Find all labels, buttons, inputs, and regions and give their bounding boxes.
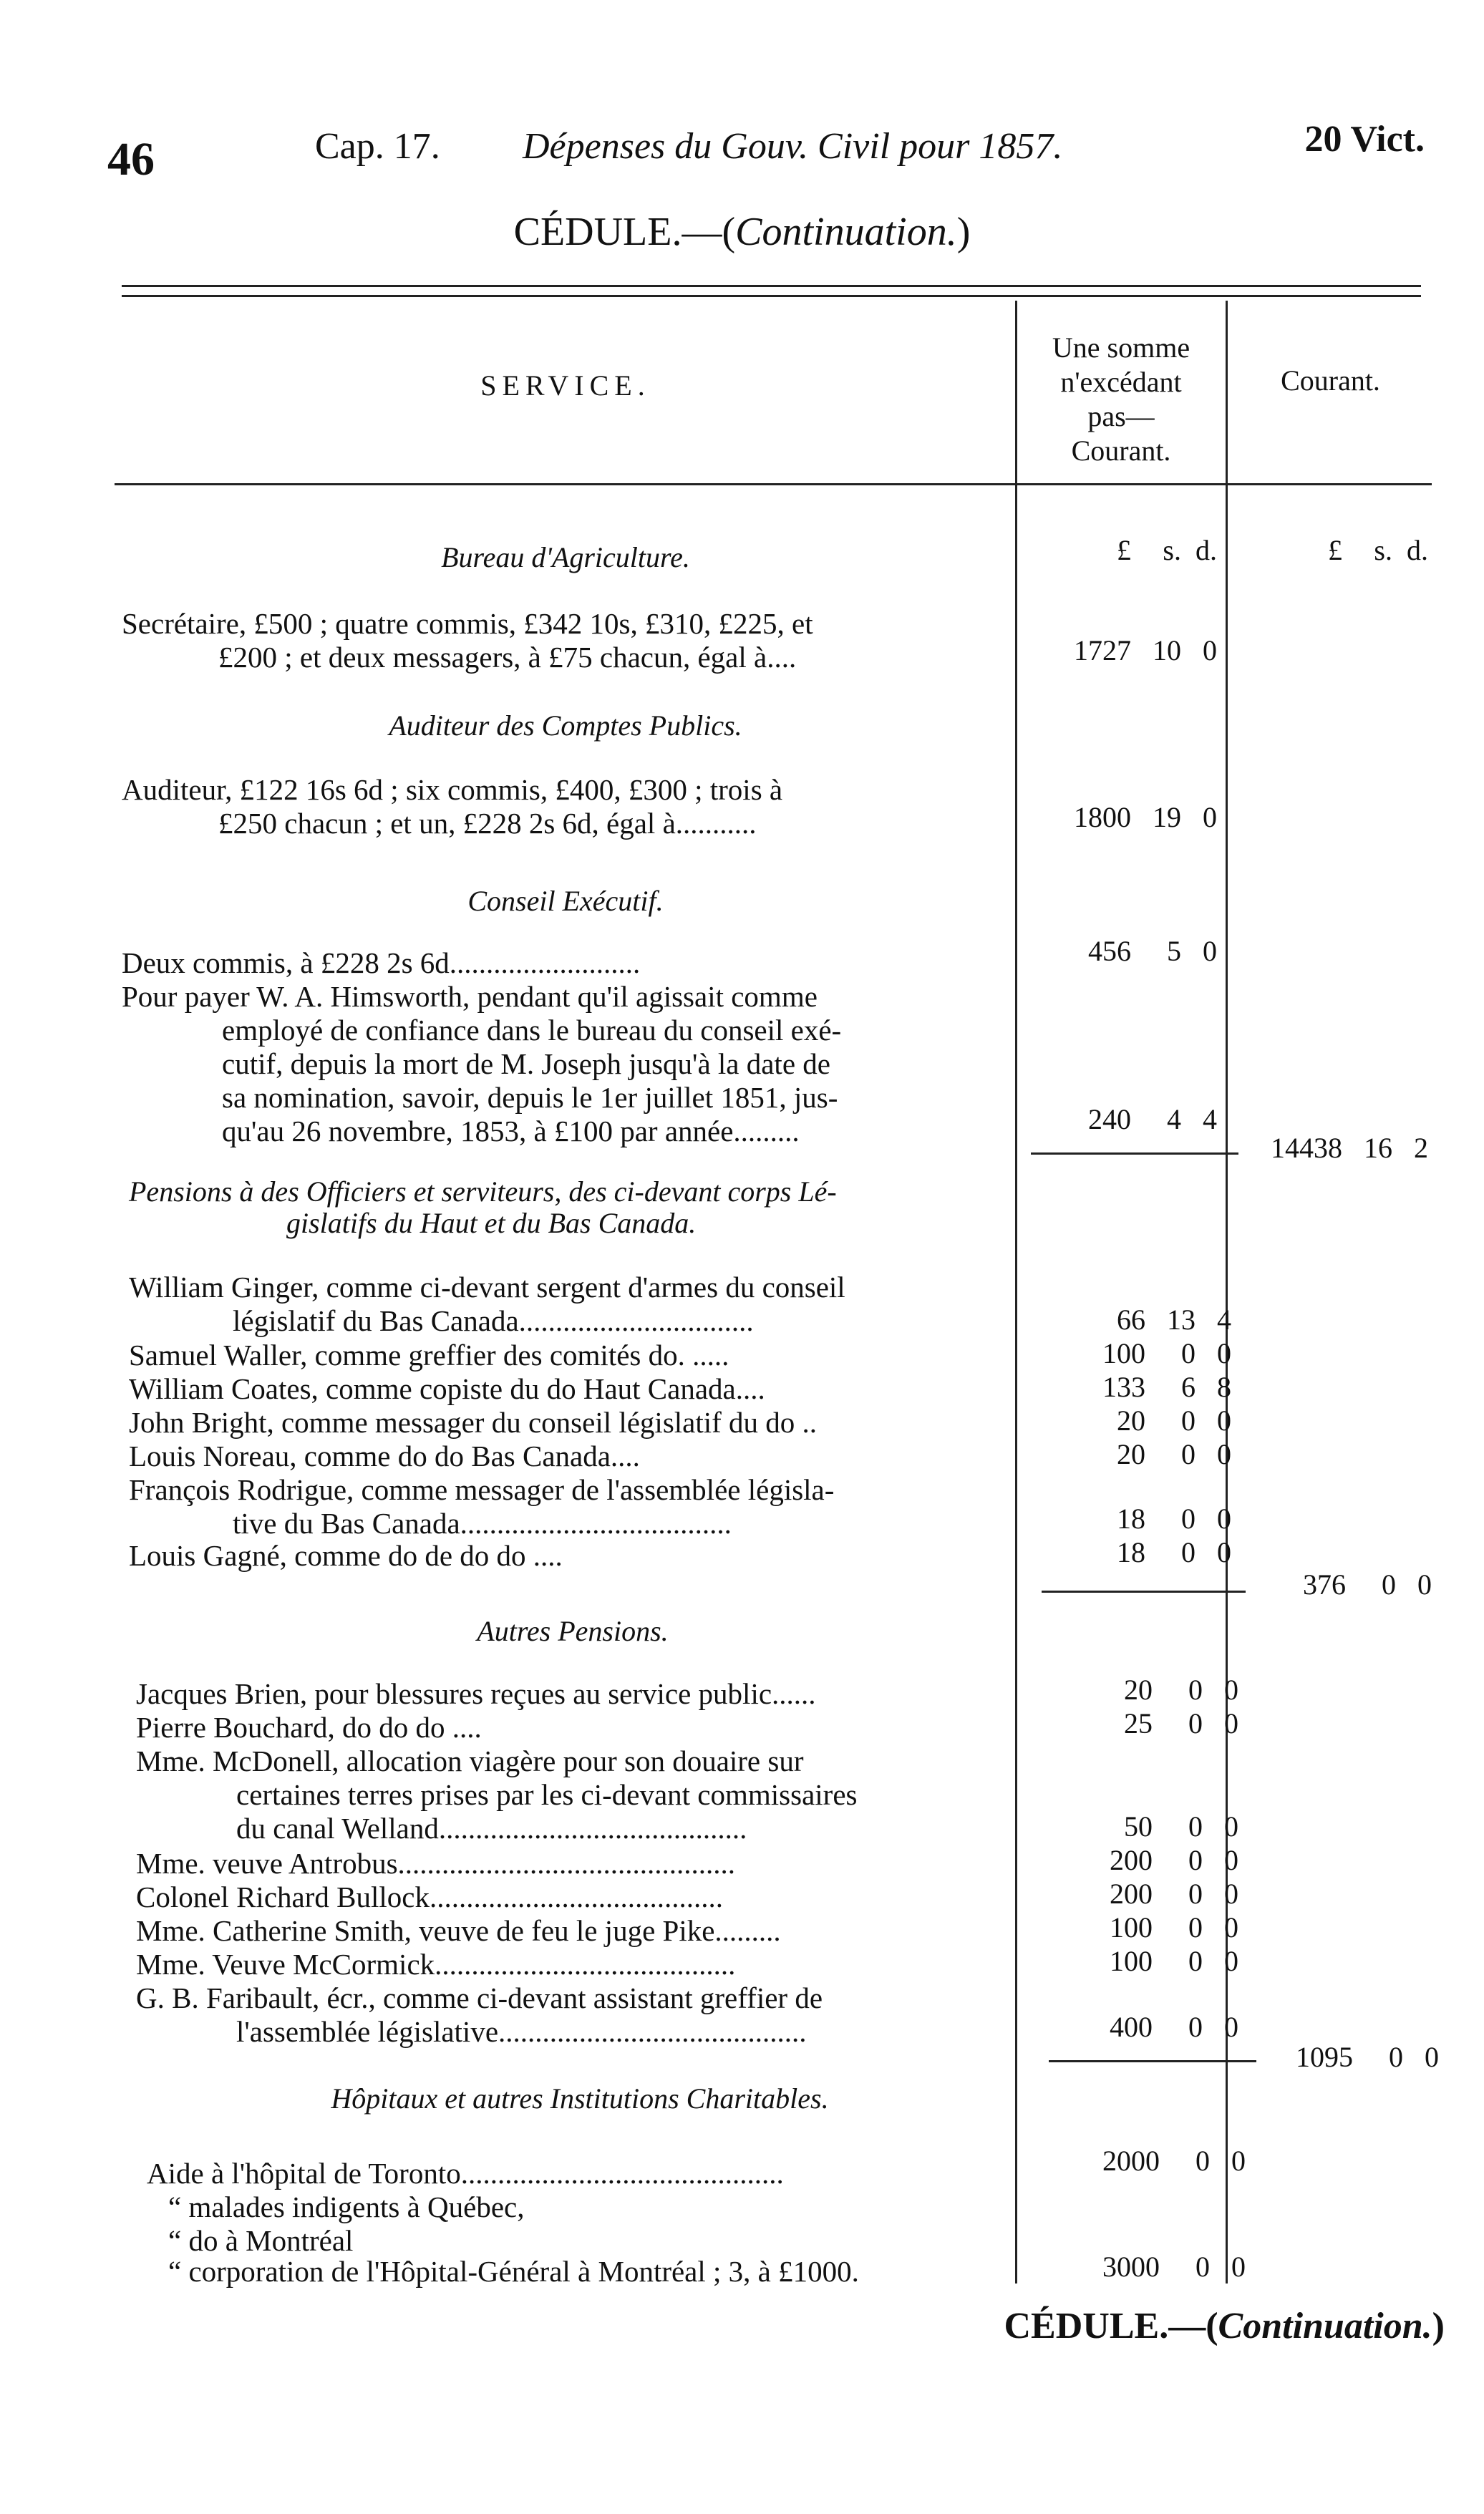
header-bottom-rule	[115, 483, 1432, 485]
top-rule-1	[122, 285, 1421, 287]
entry-mcdonell: Mme. McDonell, allocation viagère pour son douaire sur certaines terres prises par les ci-devant commissaires du canal Welland..........................................	[136, 1744, 858, 1845]
entry-bullock: Colonel Richard Bullock........................................	[136, 1880, 723, 1913]
entry-indigents: “ malades indigents à Québec,	[168, 2190, 525, 2223]
entry-rodrigue: François Rodrigue, comme messager de l'assemblée législa- tive du Bas Canada.....................................	[129, 1473, 835, 1540]
section-auditor: Auditeur des Comptes Publics.	[389, 709, 742, 742]
header-title: Dépenses du Gouv. Civil pour 1857.	[523, 126, 1063, 167]
entry-auditeur: Auditeur, £122 16s 6d ; six commis, £400, £300 ; trois à £250 chacun ; et un, £228 2s 6d, égal à...........	[122, 773, 783, 840]
entry-brien: Jacques Brien, pour blessures reçues au service public......	[136, 1677, 816, 1710]
section-pensions: Pensions à des Officiers et serviteurs, des ci-devant corps Lé- gislatifs du Haut et du Bas Canada.	[129, 1175, 837, 1239]
entry-waller: Samuel Waller, comme greffier des comités do. .....	[129, 1339, 729, 1372]
section-other-pensions: Autres Pensions.	[477, 1615, 669, 1647]
regnal-year: 20 Vict.	[1304, 119, 1425, 160]
subtotal-rule-1	[1031, 1152, 1238, 1155]
catchline: CÉDULE.—(Continuation.)	[1004, 2306, 1445, 2346]
section-hospitals: Hôpitaux et autres Institutions Charitables.	[331, 2082, 829, 2115]
chapter-label: Cap. 17.	[315, 126, 440, 167]
entry-antrobus: Mme. veuve Antrobus..............................................	[136, 1847, 736, 1880]
entry-smith: Mme. Catherine Smith, veuve de feu le juge Pike.........	[136, 1914, 781, 1947]
subtotal-rule-2	[1042, 1591, 1246, 1593]
entry-corporation: “ corporation de l'Hôpital-Général à Montréal ; 3, à £1000.	[168, 2255, 859, 2288]
top-rule-2	[122, 295, 1421, 297]
entry-noreau: Louis Noreau, comme do do Bas Canada....	[129, 1440, 640, 1472]
entry-montreal: “ do à Montréal	[168, 2224, 354, 2257]
entry-himsworth: Pour payer W. A. Himsworth, pendant qu'il agissait comme employé de confiance dans le bureau du conseil exé- cutif, depuis la mort de M. Joseph jusqu'à la date de sa nomination, savoir, depuis le 1er juillet 1851, jus- qu'au 26 novembre, 1853, à £100 par année.........	[122, 980, 842, 1147]
column-divider-2	[1226, 301, 1228, 2284]
service-column-header: SERVICE.	[480, 369, 651, 402]
entry-faribault: G. B. Faribault, écr., comme ci-devant assistant greffier de l'assemblée législative..........................................	[136, 1981, 823, 2048]
max-amount-column-header: Une somme n'excédant pas— Courant.	[1052, 331, 1190, 467]
entry-bright: John Bright, comme messager du conseil législatif du do ..	[129, 1406, 818, 1439]
entry-ginger: William Ginger, comme ci-devant sergent d'armes du conseil législatif du Bas Canada................................	[129, 1271, 845, 1337]
entry-gagne: Louis Gagné, comme do de do do ....	[129, 1539, 563, 1572]
section-agriculture: Bureau d'Agriculture.	[441, 541, 690, 573]
schedule-heading: CÉDULE.—(Continuation.)	[513, 210, 971, 254]
section-executive: Conseil Exécutif.	[467, 885, 664, 917]
current-column-header: Courant.	[1281, 364, 1380, 397]
entry-bouchard: Pierre Bouchard, do do do ....	[136, 1711, 482, 1744]
running-header	[107, 118, 1425, 183]
entry-mccormick: Mme. Veuve McCormick.........................................	[136, 1948, 736, 1981]
entry-secretaire: Secrétaire, £500 ; quatre commis, £342 10s, £310, £225, et £200 ; et deux messagers, à £75 chacun, égal à....	[122, 607, 813, 674]
page-number: 46	[107, 133, 155, 185]
entry-toronto: Aide à l'hôpital de Toronto............................................	[147, 2157, 784, 2190]
entry-coates: William Coates, comme copiste du do Haut Canada....	[129, 1372, 765, 1405]
subtotal-rule-3	[1049, 2060, 1256, 2062]
entry-commis: Deux commis, à £228 2s 6d..........................	[122, 946, 641, 979]
